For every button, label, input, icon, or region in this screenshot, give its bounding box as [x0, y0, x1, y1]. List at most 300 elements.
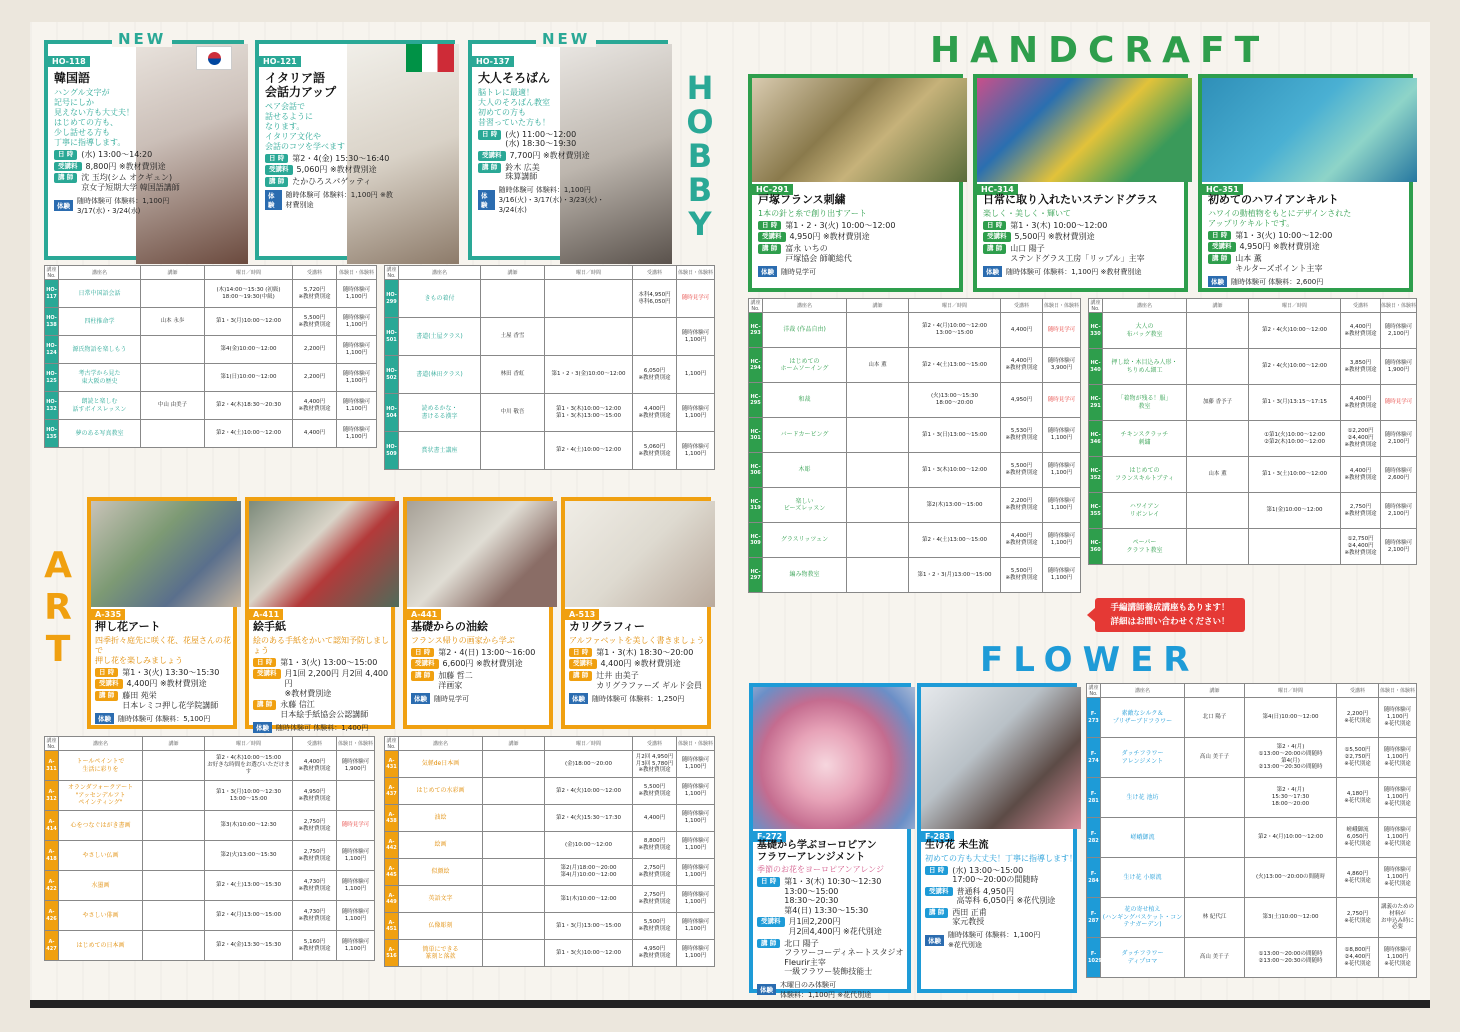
- schedule: 第2・4(土)13:00〜15:00: [909, 523, 1001, 558]
- info-value: 鈴木 広美 珠算講師: [505, 162, 540, 182]
- trial-info: [569, 693, 711, 704]
- fee: 4,400円: [1001, 313, 1043, 348]
- table-row: [385, 940, 715, 967]
- trial: 随時体験可 2,600円: [1381, 457, 1417, 493]
- art-course-card[interactable]: [245, 497, 395, 733]
- info-value: たかひろスパゲッティ: [292, 177, 372, 187]
- table-row: [1089, 529, 1417, 565]
- schedule: 第1・2・3(金)10:00〜12:00: [545, 356, 633, 394]
- flower-schedule-table: [1086, 683, 1417, 978]
- trial: 随時見学可: [1043, 383, 1081, 418]
- course-code: A-422: [45, 871, 59, 901]
- course-title: 生け花 未生流: [925, 840, 989, 851]
- trial: 1,100円: [677, 356, 715, 394]
- trial-badge: 体験: [253, 722, 272, 733]
- schedule: 第1・3(木)10:00〜12:00 第1・3(木)13:00〜15:00: [545, 394, 633, 432]
- table-row: [1087, 818, 1417, 858]
- schedule: 第2・4(土)10:00〜12:00: [205, 420, 293, 448]
- course-title: 韓国語: [54, 71, 91, 85]
- teacher: [143, 871, 205, 901]
- course-name: グラスリッツェン: [763, 523, 847, 558]
- info-label: 受講料: [983, 232, 1011, 242]
- trial-badge: 体験: [95, 713, 114, 724]
- trial-info: [95, 713, 237, 724]
- course-photo: [977, 78, 1192, 182]
- table-header: 講座No.: [386, 738, 397, 750]
- course-name: 英語文字: [399, 886, 483, 913]
- info-value: 第2・4(金) 15:30〜16:40: [292, 153, 390, 163]
- fee: 4,400円 ※教材費別途: [1001, 523, 1043, 558]
- handcraft-course-card[interactable]: [973, 74, 1188, 292]
- table-row: [749, 348, 1081, 383]
- teacher: [483, 913, 545, 940]
- table-row: [749, 313, 1081, 348]
- trial: 随時体験可 2,100円: [1381, 529, 1417, 565]
- course-description: 楽しく・美しく・輝いて: [983, 208, 1071, 218]
- teacher: 林 紀代江: [1185, 898, 1245, 938]
- schedule: 第1・3(月)10:00〜12:30 13:00〜15:00: [205, 781, 293, 811]
- table-header: 講師: [847, 299, 909, 313]
- new-badge: NEW: [112, 31, 172, 47]
- trial: 随時体験可 1,100円: [1043, 418, 1081, 453]
- table-row: [385, 318, 715, 356]
- title-letter: A: [44, 545, 72, 586]
- trial: 随時見学可: [677, 280, 715, 318]
- course-info: [265, 72, 395, 210]
- course-name: 書道(土屋クラス): [399, 318, 481, 356]
- table-row: [45, 841, 375, 871]
- course-code: HO-138: [45, 308, 59, 336]
- info-label: 講 師: [95, 691, 118, 701]
- fee: 4,400円 ※教材費別途: [633, 394, 677, 432]
- art-course-card[interactable]: [403, 497, 553, 729]
- trial-badge: 体験: [983, 266, 1002, 277]
- course-code: A-311: [45, 751, 59, 781]
- info-value: 加藤 哲二 洋画家: [438, 671, 473, 690]
- trial: 随時体験可 2,100円: [1381, 421, 1417, 457]
- fee: 2,200円 ※花代別途: [1337, 698, 1379, 738]
- new-badge: NEW: [536, 31, 596, 47]
- info-value: (火) 11:00〜12:00 (水) 18:30〜19:30: [505, 129, 577, 149]
- course-name: 生け花 小原流: [1101, 858, 1185, 898]
- trial: 随時体験可 1,100円: [337, 420, 377, 448]
- info-row: [265, 177, 395, 187]
- art-schedule-table-right: [384, 736, 715, 967]
- info-value: 山口 陽子 ステンドグラス工房「リップル」主宰: [1010, 244, 1145, 263]
- info-label: 日 時: [757, 877, 780, 887]
- teacher: [143, 841, 205, 871]
- info-row: [569, 659, 711, 669]
- knitting-instructor-callout: 手編講師養成講座もあります！ 詳細はお問い合わせください！: [1095, 598, 1245, 632]
- schedule: 第2・4(火)10:00〜12:00: [1249, 349, 1341, 385]
- teacher: [1185, 858, 1245, 898]
- table-row: [385, 778, 715, 805]
- course-title: 基礎から学ぶヨーロピアン フラワーアレンジメント: [757, 840, 877, 863]
- table-header: 曜日／時間: [909, 299, 1001, 313]
- course-title: カリグラフィー: [569, 620, 645, 633]
- trial: 随時体験可 1,100円: [677, 318, 715, 356]
- course-code: F-1029: [1087, 938, 1101, 978]
- fee: 4,400円 ※教材費別途: [1341, 457, 1381, 493]
- title-letter: O: [686, 103, 714, 141]
- trial-text: 随時体験可 体験料：1,250円: [592, 694, 685, 703]
- course-name: やさしい仏画: [59, 841, 143, 871]
- fee: 4,950円: [1001, 383, 1043, 418]
- info-row: [411, 648, 553, 658]
- course-code: HO-504: [385, 394, 399, 432]
- course-description: 脳トレに最適！ 大人のそろばん教室 初めての方も 昔習っていた方も！: [478, 87, 550, 127]
- info-value: 山本 薫 キルターズポイント主宰: [1235, 254, 1323, 273]
- course-name: 水墨画: [59, 871, 143, 901]
- info-value: 第1・3(火) 13:30〜15:30: [122, 667, 220, 677]
- table-row: [385, 859, 715, 886]
- trial-text: 随時体験可 体験料：5,100円: [118, 714, 211, 723]
- hobby-course-card[interactable]: [255, 40, 455, 260]
- info-value: 普通科 4,950円 高等科 6,050円 ※花代別途: [956, 886, 1056, 906]
- course-code: HO-124: [45, 336, 59, 364]
- hobby-course-card[interactable]: [468, 40, 668, 260]
- course-name: 絵画: [399, 832, 483, 859]
- course-info: [478, 72, 608, 215]
- info-row: [569, 648, 711, 658]
- table-row: [45, 280, 377, 308]
- schedule: (金)10:00〜12:00: [545, 832, 633, 859]
- info-label: 講 師: [569, 671, 592, 681]
- info-row: [757, 939, 913, 977]
- table-row: [749, 453, 1081, 488]
- info-row: [758, 232, 963, 242]
- table-header: 講座No.: [386, 267, 397, 279]
- fee: 4,400円 ※教材費別途: [1001, 348, 1043, 383]
- info-value: 北口 陽子 フラワーコーディネートスタジオ Fleurir主宰 一級フラワー装飾技能士: [784, 938, 904, 977]
- info-value: 4,950円 ※教材費別途: [1239, 242, 1320, 252]
- course-code: A-449: [385, 886, 399, 913]
- trial-info: [411, 693, 553, 704]
- fee: 5,530円 ※教材費別途: [1001, 418, 1043, 453]
- teacher: [483, 940, 545, 967]
- info-value: 月1回2,200円 月2回4,400円 ※花代別途: [788, 917, 882, 936]
- info-label: 講 師: [925, 908, 948, 918]
- schedule: [1249, 529, 1341, 565]
- schedule: 第2・4(火)10:00〜12:00: [1249, 313, 1341, 349]
- teacher: [141, 420, 205, 448]
- course-code: HO-118: [48, 56, 90, 67]
- teacher: 北口 陽子: [1185, 698, 1245, 738]
- teacher: 中山 由美子: [141, 392, 205, 420]
- info-value: 第1・2・3(火) 10:00〜12:00: [785, 220, 896, 230]
- info-label: 受講料: [95, 679, 123, 689]
- table-header: 講座名: [1103, 299, 1187, 313]
- fee: 5,500円 ※教材費別途: [293, 308, 337, 336]
- table-header: 受講料: [1341, 299, 1381, 313]
- fee: 4,400円: [293, 420, 337, 448]
- teacher: [481, 280, 545, 318]
- teacher: [143, 751, 205, 781]
- info-value: 第1・3(火) 10:00〜12:00: [1235, 230, 1333, 240]
- info-label: 日 時: [253, 658, 276, 668]
- table-header: 講師: [1187, 299, 1249, 313]
- trial: 随時体験可 1,100円: [337, 336, 377, 364]
- table-header: 曜日／時間: [545, 737, 633, 751]
- fee: [633, 318, 677, 356]
- course-name: ダッチフラワー アレンジメント: [1101, 738, 1185, 778]
- schedule: 第3(木)10:00〜12:30: [205, 811, 293, 841]
- trial-text: 随時見学可: [434, 694, 469, 703]
- course-title: 大人そろばん: [478, 71, 551, 85]
- art-course-card[interactable]: [561, 497, 711, 729]
- trial-text: 随時体験可 体験料：1,100円 3/17(水)・3/24(水): [77, 196, 170, 215]
- table-row: [45, 931, 375, 961]
- table-row: [1087, 698, 1417, 738]
- table-row: [749, 383, 1081, 418]
- course-code: A-451: [385, 913, 399, 940]
- handcraft-title: HANDCRAFT: [930, 30, 1270, 71]
- course-name: 賞状書士講座: [399, 432, 481, 470]
- info-value: 富永 いちの 戸塚協会 師範総代: [785, 244, 852, 263]
- teacher: [1187, 493, 1249, 529]
- trial: 随時体験可 3,900円: [1043, 348, 1081, 383]
- table-row: [45, 308, 377, 336]
- course-code: F-281: [1087, 778, 1101, 818]
- teacher: [1185, 778, 1245, 818]
- table-header: 講座No.: [1088, 685, 1099, 697]
- trial: 随時体験可 1,100円 ※花代別途: [1379, 818, 1417, 858]
- teacher: [847, 313, 909, 348]
- info-value: 5,500円 ※教材費別途: [1014, 232, 1095, 242]
- info-row: [265, 165, 395, 175]
- teacher: [483, 886, 545, 913]
- course-name: 四柱推命学: [59, 308, 141, 336]
- hobby-course-card[interactable]: [44, 40, 244, 260]
- course-name: きもの着付: [399, 280, 481, 318]
- trial-text: 随時体験可 体験料：1,100円 ※教材費別途: [285, 190, 393, 209]
- course-description: 1本の針と糸で創り出すアート: [758, 208, 867, 218]
- course-code: HO-501: [385, 318, 399, 356]
- trial: 随時体験可 1,100円: [337, 364, 377, 392]
- teacher: 加藤 香予子: [1187, 385, 1249, 421]
- table-header: 受講料: [293, 737, 337, 751]
- flower-course-card[interactable]: [749, 683, 911, 999]
- info-label: 日 時: [54, 150, 77, 160]
- course-name: 素敵なシルク＆ プリザーブドフラワー: [1101, 698, 1185, 738]
- info-label: 講 師: [758, 244, 781, 254]
- table-row: [1089, 421, 1417, 457]
- info-row: [253, 658, 395, 668]
- table-header: 講座No.: [1090, 300, 1101, 312]
- schedule: 第1・3(月)10:00〜12:00: [205, 308, 293, 336]
- info-row: [478, 130, 608, 149]
- table-row: [1089, 385, 1417, 421]
- info-row: [983, 221, 1188, 231]
- info-label: 受講料: [925, 887, 953, 897]
- schedule: 第1・3(日)13:00〜15:00: [909, 418, 1001, 453]
- course-code: A-411: [249, 609, 283, 620]
- schedule: 第1・3(月)13:15〜17:15: [1249, 385, 1341, 421]
- course-name: やさしい俳画: [59, 901, 143, 931]
- info-value: 4,950円 ※教材費別途: [789, 232, 870, 242]
- fee: ①5,500円 ②2,750円 ※花代別途: [1337, 738, 1379, 778]
- hobby-schedule-table-right: [384, 265, 715, 470]
- schedule: (火)13:00〜15:30 18:00〜20:00: [909, 383, 1001, 418]
- info-label: 日 時: [478, 130, 501, 140]
- course-info: [925, 840, 1077, 950]
- fee: 月2回 4,950円 月3回 5,780円 ※教材費別途: [633, 751, 677, 778]
- table-row: [45, 901, 375, 931]
- schedule: 第2・4(土)13:00〜15:00: [909, 348, 1001, 383]
- table-row: [45, 336, 377, 364]
- fee: 4,950円 ※教材費別途: [293, 781, 337, 811]
- table-row: [1087, 778, 1417, 818]
- course-name: 和裁: [763, 383, 847, 418]
- trial-badge: 体験: [757, 984, 776, 995]
- teacher: [141, 364, 205, 392]
- trial: 随時体験可 1,100円: [677, 886, 715, 913]
- trial-info: [265, 190, 395, 210]
- fee: 6,050円 ※教材費別途: [633, 356, 677, 394]
- table-row: [45, 811, 375, 841]
- info-label: 日 時: [569, 648, 592, 658]
- table-header: 講座No.: [750, 300, 761, 312]
- info-value: 6,600円 ※教材費別途: [442, 659, 523, 669]
- course-name: 生け花 池坊: [1101, 778, 1185, 818]
- table-header: 講座名: [59, 737, 143, 751]
- teacher: [143, 811, 205, 841]
- info-value: (水) 13:00〜14:20: [81, 149, 153, 159]
- fee: 4,860円 ※花代別途: [1337, 858, 1379, 898]
- info-row: [1208, 242, 1413, 252]
- table-row: [1089, 493, 1417, 529]
- info-row: [758, 221, 963, 231]
- table-row: [45, 871, 375, 901]
- trial-text: 随時体験可 体験料：1,400円: [276, 723, 369, 732]
- table-header: 講師: [141, 266, 205, 280]
- table-header: 講座名: [399, 266, 481, 280]
- trial: 随時体験可 2,100円: [1381, 493, 1417, 529]
- trial: 随時体験可 1,100円: [337, 871, 375, 901]
- course-name: 洋裁 (作品自由): [763, 313, 847, 348]
- course-code: HC-297: [749, 558, 763, 593]
- course-name: 木彫: [763, 453, 847, 488]
- info-row: [569, 671, 711, 690]
- handcraft-course-card[interactable]: [1198, 74, 1413, 292]
- art-course-card[interactable]: [87, 497, 237, 729]
- flower-course-card[interactable]: [917, 683, 1077, 993]
- course-description: 絵のある手紙をかいて認知予防しましょう: [253, 635, 389, 655]
- table-header: 体験日・体験料: [1381, 299, 1417, 313]
- schedule: 第2・4(月)13:00〜15:00: [205, 901, 293, 931]
- trial: 随時体験可 1,100円: [1043, 523, 1081, 558]
- handcraft-course-card[interactable]: [748, 74, 963, 292]
- info-value: 4,400円 ※教材費別途: [600, 659, 681, 669]
- table-header: 曜日／時間: [205, 737, 293, 751]
- course-code: HC-291: [1089, 385, 1103, 421]
- info-label: 受講料: [478, 151, 506, 161]
- table-row: [385, 886, 715, 913]
- course-photo: [753, 687, 915, 829]
- schedule: 第2(月)18:00〜20:00 第4(月)10:00〜12:00: [545, 859, 633, 886]
- handcraft-schedule-table-left: [748, 298, 1081, 593]
- fee: 2,200円: [293, 364, 337, 392]
- table-header: 講師: [483, 737, 545, 751]
- course-code: HC-294: [749, 348, 763, 383]
- teacher: [847, 418, 909, 453]
- info-value: 第2・4(日) 13:00〜16:00: [438, 647, 536, 657]
- italy-flag-icon: [406, 44, 454, 72]
- teacher: [1187, 529, 1249, 565]
- table-header: 講師: [1185, 684, 1245, 698]
- schedule: (火)13:00〜20:00の間随時: [1245, 858, 1337, 898]
- table-header: 講師: [143, 737, 205, 751]
- table-row: [1087, 938, 1417, 978]
- course-title: 戸塚フランス刺繍: [758, 193, 846, 206]
- course-code: F-283: [921, 831, 954, 842]
- fee: 5,500円 ※教材費別途: [1001, 453, 1043, 488]
- schedule: (木)14:00〜15:30 (初級) 18:00〜19:30(中級): [205, 280, 293, 308]
- info-row: [265, 154, 395, 164]
- course-code: A-438: [385, 805, 399, 832]
- course-photo: [565, 501, 715, 607]
- course-code: A-335: [91, 609, 125, 620]
- art-title: [40, 545, 76, 670]
- info-value: 第1・3(火) 13:00〜15:00: [280, 657, 378, 667]
- trial: 随時体験可 1,100円: [677, 832, 715, 859]
- teacher: [143, 901, 205, 931]
- info-value: 永藤 信江 日本絵手紙協会公認講師: [280, 700, 369, 719]
- info-value: 沈 玉均(シム オクギュン) 京女子短期大学 韓国語講師: [81, 173, 180, 192]
- teacher: [847, 523, 909, 558]
- course-photo: [407, 501, 557, 607]
- fee: ①8,800円 ②4,400円 ※花代別途: [1337, 938, 1379, 978]
- teacher: [481, 432, 545, 470]
- schedule: 第1・2・3(月)13:00〜15:00: [909, 558, 1001, 593]
- fee: 4,950円 ※教材費別途: [633, 940, 677, 967]
- table-row: [385, 832, 715, 859]
- schedule: ①13:00〜20:00の間随時 ②13:00〜20:30の間随時: [1245, 938, 1337, 978]
- course-name: 考古学から見た 東大阪の歴史: [59, 364, 141, 392]
- course-info: [569, 621, 711, 704]
- info-row: [54, 150, 184, 160]
- course-info: [54, 72, 184, 216]
- table-header: 講師: [481, 266, 545, 280]
- info-row: [54, 173, 184, 192]
- fee: ①2,200円 ②4,400円 ※教材費別途: [1341, 421, 1381, 457]
- trial: 随時体験可 1,900円: [1381, 349, 1417, 385]
- info-label: 日 時: [983, 221, 1006, 231]
- trial: 随時体験可 1,100円 ※花代別途: [1379, 938, 1417, 978]
- trial: 随時体験可 1,900円: [337, 751, 375, 781]
- trial-text: 木曜日のみ体験可 体験料：1,100円 ※花代別途: [780, 980, 872, 999]
- trial: 随時体験可 1,100円 ※花代別途: [1379, 738, 1417, 778]
- schedule: 第2・4(木)18:30〜20:30: [205, 392, 293, 420]
- fee: 4,180円 ※花代別途: [1337, 778, 1379, 818]
- course-code: HC-314: [977, 184, 1018, 195]
- trial-badge: 体験: [758, 266, 777, 277]
- schedule: 第2・4(月) 15:30〜17:30 18:00〜20:00: [1245, 778, 1337, 818]
- course-info: [411, 621, 553, 704]
- course-photo: [91, 501, 241, 607]
- course-code: HC-309: [749, 523, 763, 558]
- trial: [337, 781, 375, 811]
- schedule: 第2・4(月)10:00〜12:00 13:00〜15:00: [909, 313, 1001, 348]
- fee: 5,500円 ※教材費別途: [633, 913, 677, 940]
- trial-text: 随時体験可 体験料：1,100円 3/16(火)・3/17(水)・3/23(火)・3/24(水): [498, 185, 605, 214]
- table-header: 体験日・体験料: [677, 737, 715, 751]
- info-value: 第1・3(木) 10:00〜12:00: [1010, 220, 1108, 230]
- teacher: [483, 751, 545, 778]
- table-header: 体験日・体験料: [1043, 299, 1081, 313]
- course-info: [983, 194, 1188, 277]
- trial: 随時体験可 1,100円: [677, 859, 715, 886]
